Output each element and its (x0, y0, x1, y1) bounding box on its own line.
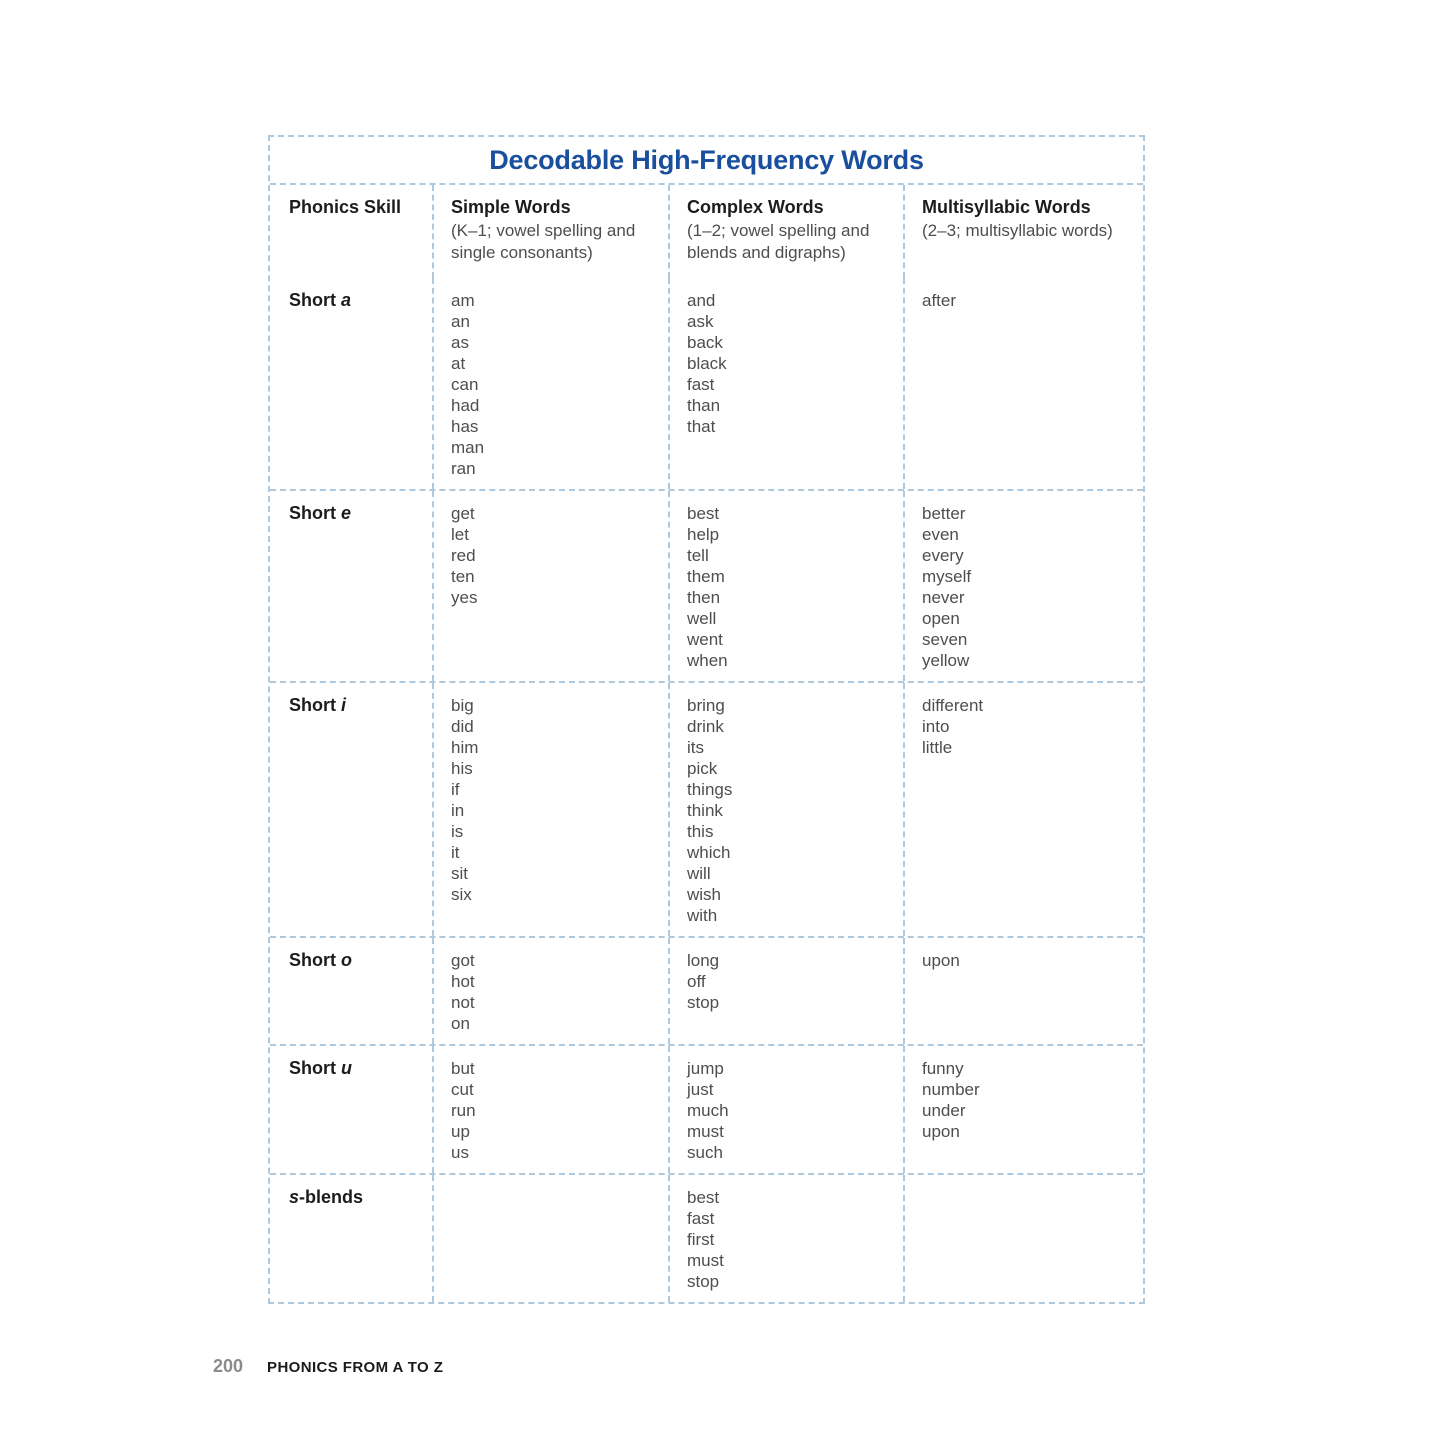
word: hot (451, 972, 475, 991)
word: bring (687, 696, 725, 715)
word: pick (687, 759, 718, 778)
word: myself (922, 567, 972, 586)
word: must (687, 1122, 724, 1141)
column-header-complex-words (668, 185, 903, 278)
table-title-row (270, 137, 1143, 185)
table-row (270, 681, 1143, 936)
word: must (687, 1251, 724, 1270)
table-row (270, 278, 1143, 489)
word: can (451, 375, 479, 394)
word: him (451, 738, 479, 757)
word: sit (451, 864, 468, 883)
complex-words-cell (668, 491, 903, 681)
simple-words-cell (432, 1175, 668, 1302)
page-number: 200 (213, 1356, 244, 1376)
column-label: Complex Words (687, 197, 824, 217)
word: yellow (922, 651, 970, 670)
phonics-skill-cell (270, 1046, 432, 1173)
word: wish (687, 885, 722, 904)
word: if (451, 780, 460, 799)
word: run (451, 1101, 476, 1120)
word: got (451, 951, 475, 970)
phonics-skill-cell (270, 938, 432, 1044)
word: with (687, 906, 718, 925)
word: into (922, 717, 950, 736)
word: different (922, 696, 984, 715)
word: his (451, 759, 473, 778)
word: had (451, 396, 480, 415)
phonics-skill-label: Short a (289, 290, 352, 310)
phonics-skill-cell (270, 1175, 432, 1302)
table-title: Decodable High-Frequency Words (489, 144, 924, 175)
word: six (451, 885, 472, 904)
word: well (687, 609, 717, 628)
word: this (687, 822, 714, 841)
word: at (451, 354, 466, 373)
word: fast (687, 1209, 715, 1228)
multisyllabic-words-cell (903, 938, 1143, 1044)
word: in (451, 801, 465, 820)
column-label: Multisyllabic Words (922, 197, 1091, 217)
word: never (922, 588, 965, 607)
word: ran (451, 459, 476, 478)
phonics-skill-label: Short i (289, 695, 347, 715)
word: jump (687, 1059, 724, 1078)
word: think (687, 801, 723, 820)
word: not (451, 993, 475, 1012)
decodable-words-table (268, 135, 1145, 1304)
complex-words-cell (668, 1046, 903, 1173)
word: let (451, 525, 469, 544)
word: us (451, 1143, 469, 1162)
word: even (922, 525, 959, 544)
word: seven (922, 630, 968, 649)
word: will (687, 864, 711, 883)
phonics-skill-cell (270, 683, 432, 936)
multisyllabic-words-cell (903, 491, 1143, 681)
word: stop (687, 1272, 720, 1291)
word: up (451, 1122, 470, 1141)
phonics-skill-label: s-blends (289, 1187, 364, 1207)
word: red (451, 546, 476, 565)
simple-words-cell (432, 491, 668, 681)
word: such (687, 1143, 723, 1162)
multisyllabic-words-cell (903, 1046, 1143, 1173)
word: than (687, 396, 721, 415)
table-header-row (270, 185, 1143, 278)
word: is (451, 822, 464, 841)
word: ten (451, 567, 475, 586)
word: things (687, 780, 733, 799)
simple-words-cell (432, 683, 668, 936)
complex-words-cell (668, 278, 903, 489)
phonics-skill-cell (270, 491, 432, 681)
word: first (687, 1230, 715, 1249)
word: after (922, 291, 957, 310)
column-sublabel: (1–2; vowel spelling and blends and digraphs) (687, 221, 870, 262)
word: funny (922, 1059, 964, 1078)
multisyllabic-words-cell (903, 683, 1143, 936)
page-footer (213, 1356, 443, 1377)
table-row (270, 1044, 1143, 1173)
word: them (687, 567, 725, 586)
phonics-skill-label: Short e (289, 503, 352, 523)
word: am (451, 291, 475, 310)
column-label: Simple Words (451, 197, 571, 217)
column-header-simple-words (432, 185, 668, 278)
phonics-skill-label: Short u (289, 1058, 352, 1078)
word: drink (687, 717, 724, 736)
word: little (922, 738, 953, 757)
word: then (687, 588, 721, 607)
word: did (451, 717, 474, 736)
word: back (687, 333, 723, 352)
word: help (687, 525, 720, 544)
word: man (451, 438, 485, 457)
word: fast (687, 375, 715, 394)
word: under (922, 1101, 966, 1120)
book-title: PHONICS FROM A TO Z (267, 1359, 444, 1376)
word: long (687, 951, 720, 970)
word: as (451, 333, 469, 352)
complex-words-cell (668, 938, 903, 1044)
word: when (687, 651, 728, 670)
word: has (451, 417, 479, 436)
table-body (270, 278, 1143, 1302)
word: tell (687, 546, 709, 565)
word: off (687, 972, 706, 991)
table-row (270, 936, 1143, 1044)
word: best (687, 1188, 720, 1207)
word: yes (451, 588, 478, 607)
word: which (687, 843, 731, 862)
word: it (451, 843, 460, 862)
complex-words-cell (668, 1175, 903, 1302)
complex-words-cell (668, 683, 903, 936)
table-row (270, 1173, 1143, 1302)
column-sublabel: (K–1; vowel spelling and single consonants) (451, 221, 636, 262)
simple-words-cell (432, 938, 668, 1044)
word: ask (687, 312, 714, 331)
word: upon (922, 1122, 960, 1141)
column-header-phonics-skill (270, 185, 432, 278)
word: upon (922, 951, 960, 970)
phonics-skill-label: Short o (289, 950, 352, 970)
word: black (687, 354, 727, 373)
word: every (922, 546, 964, 565)
word: big (451, 696, 474, 715)
multisyllabic-words-cell (903, 278, 1143, 489)
word: best (687, 504, 720, 523)
word: its (687, 738, 704, 757)
word: went (687, 630, 723, 649)
word: but (451, 1059, 475, 1078)
word: and (687, 291, 716, 310)
word: an (451, 312, 470, 331)
simple-words-cell (432, 278, 668, 489)
column-header-multisyllabic-words (903, 185, 1143, 278)
word: number (922, 1080, 980, 1099)
word: that (687, 417, 716, 436)
word: cut (451, 1080, 474, 1099)
word: better (922, 504, 966, 523)
column-label: Phonics Skill (289, 197, 402, 217)
word: open (922, 609, 960, 628)
simple-words-cell (432, 1046, 668, 1173)
word: just (687, 1080, 714, 1099)
column-sublabel: (2–3; multisyllabic words) (922, 221, 1113, 240)
multisyllabic-words-cell (903, 1175, 1143, 1302)
word: get (451, 504, 475, 523)
word: on (451, 1014, 470, 1033)
word: much (687, 1101, 729, 1120)
word: stop (687, 993, 720, 1012)
table-row (270, 489, 1143, 681)
phonics-skill-cell (270, 278, 432, 489)
